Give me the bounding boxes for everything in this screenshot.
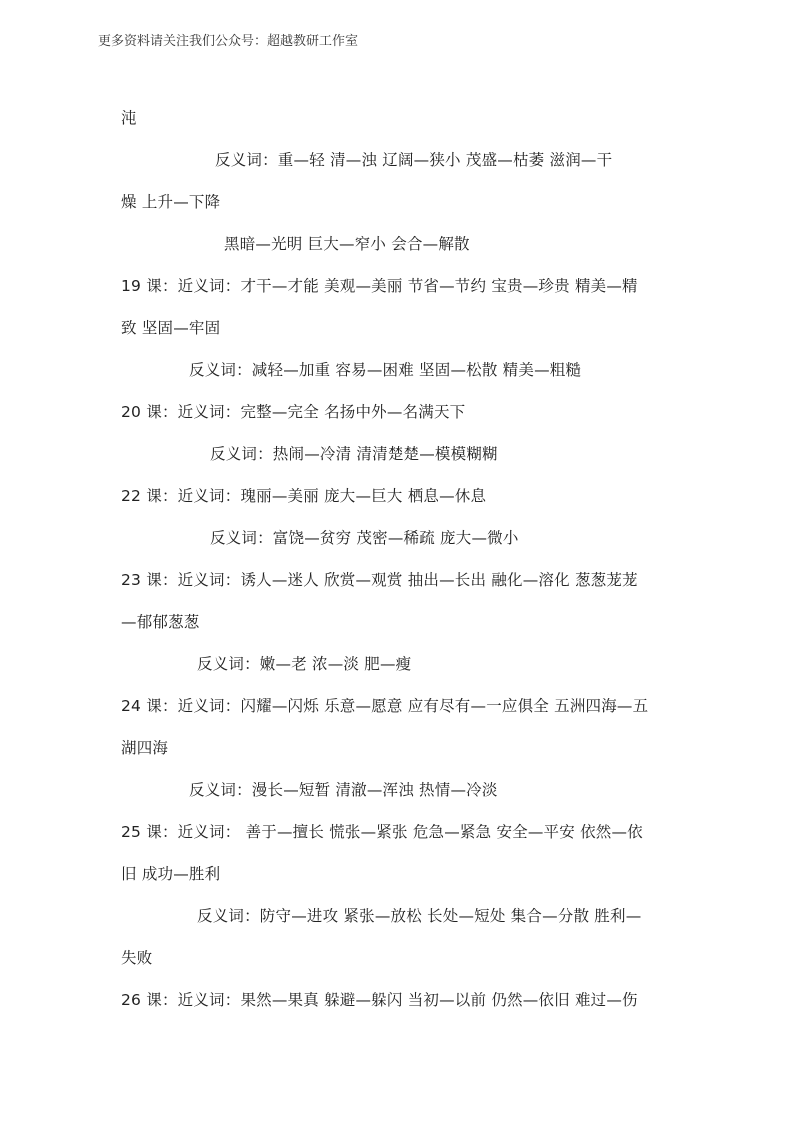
text-line: 反义词：漫长—短暂 清澈—浑浊 热情—冷淡 xyxy=(189,781,498,799)
text-line: 反义词：嫩—老 浓—淡 肥—瘦 xyxy=(197,655,412,673)
text-line: 反义词：重—轻 清—浊 辽阔—狭小 茂盛—枯萎 滋润—干 xyxy=(215,151,613,169)
page-header: 更多资料请关注我们公众号：超越教研工作室 xyxy=(98,34,359,49)
text-line: 反义词：热闹—冷清 清清楚楚—模模糊糊 xyxy=(210,445,498,463)
text-line: 23 课：近义词：诱人—迷人 欣赏—观赏 抽出—长出 融化—溶化 葱葱茏茏 xyxy=(121,571,638,589)
text-line: 26 课：近义词：果然—果真 躲避—躲闪 当初—以前 仍然—依旧 难过—伤 xyxy=(121,991,638,1009)
text-line: 24 课：近义词：闪耀—闪烁 乐意—愿意 应有尽有—一应俱全 五洲四海—五 xyxy=(121,697,649,715)
text-line: 旧 成功—胜利 xyxy=(121,865,221,883)
text-line: 20 课：近义词：完整—完全 名扬中外—名满天下 xyxy=(121,403,466,421)
text-line: 失败 xyxy=(121,949,153,967)
text-line: 黑暗—光明 巨大—窄小 会合—解散 xyxy=(224,235,470,253)
text-line: 25 课：近义词： 善于—擅长 慌张—紧张 危急—紧急 安全—平安 依然—依 xyxy=(121,823,643,841)
text-line: 燥 上升—下降 xyxy=(121,193,221,211)
text-line: 22 课：近义词：瑰丽—美丽 庞大—巨大 栖息—休息 xyxy=(121,487,487,505)
text-line: 反义词：防守—进攻 紧张—放松 长处—短处 集合—分散 胜利— xyxy=(197,907,642,925)
text-line: 反义词：富饶—贫穷 茂密—稀疏 庞大—微小 xyxy=(210,529,519,547)
text-line: 致 坚固—牢固 xyxy=(121,319,221,337)
text-line: 湖四海 xyxy=(121,739,169,757)
text-line: 沌 xyxy=(121,109,137,127)
text-line: 19 课：近义词：才干—才能 美观—美丽 节省—节约 宝贵—珍贵 精美—精 xyxy=(121,277,638,295)
text-line: —郁郁葱葱 xyxy=(121,613,200,631)
text-line: 反义词：减轻—加重 容易—困难 坚固—松散 精美—粗糙 xyxy=(189,361,582,379)
